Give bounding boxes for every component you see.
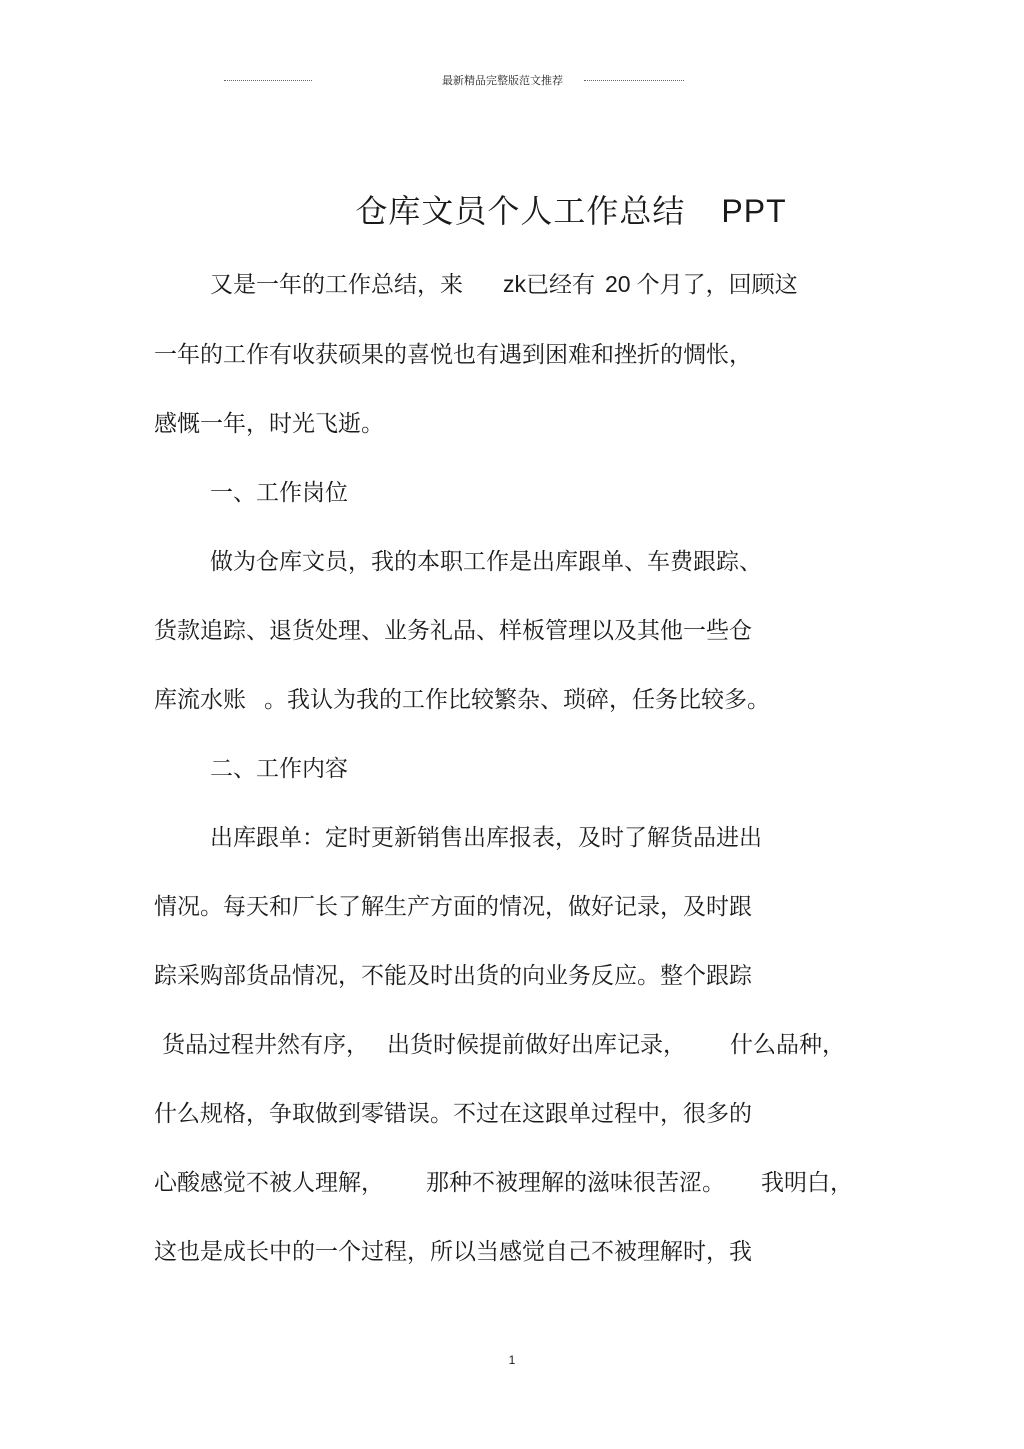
text-run: 又是一年的工作总结，来: [210, 272, 463, 298]
text-run: 库流水账: [154, 687, 246, 713]
text-run: 。我认为我的工作比较繁杂、琐碎，任务比较多。: [264, 687, 770, 713]
title-suffix: PPT: [721, 193, 787, 229]
title-main: 仓库文员个人工作总结: [355, 192, 686, 230]
paragraph-3-line-2: 情况。每天和厂长了解生产方面的情况，做好记录，及时跟: [154, 894, 752, 920]
paragraph-1-line-2: 一年的工作有收获硕果的喜悦也有遇到困难和挫折的惆怅，: [154, 342, 752, 368]
paragraph-3-line-1: 出库跟单：定时更新销售出库报表，及时了解货品进出: [210, 825, 762, 851]
header-text: 最新精品完整版范文推荐: [442, 74, 563, 87]
paragraph-1-line-3: 感慨一年，时光飞逝。: [154, 411, 384, 437]
text-run: 心酸感觉不被人理解，: [154, 1170, 384, 1196]
text-run: 个月了，回顾这: [636, 272, 798, 298]
paragraph-2-line-3: [154, 681, 770, 714]
document-title: [0, 186, 1024, 232]
text-run: 我明白，: [761, 1170, 853, 1196]
text-run: 什么品种，: [730, 1032, 845, 1058]
paragraph-3-line-7: 这也是成长中的一个过程，所以当感觉自己不被理解时，我: [154, 1239, 752, 1265]
text-run: 货品过程井然有序，: [162, 1032, 369, 1058]
paragraph-3-line-4: [162, 1026, 845, 1059]
page-number: 1: [508, 1353, 516, 1367]
text-run: 那种不被理解的滋味很苦涩。: [426, 1170, 725, 1196]
header-rule-right: [584, 80, 684, 81]
paragraph-3-line-6: [154, 1164, 853, 1197]
paragraph-2-line-1: 做为仓库文员，我的本职工作是出库跟单、车费跟踪、: [210, 549, 762, 575]
page-header: [224, 72, 684, 88]
paragraph-1-line-1: [210, 266, 798, 299]
text-run: 已经有: [526, 272, 595, 298]
text-run: 出货时候提前做好出库记录，: [387, 1032, 686, 1058]
text-run: 20: [605, 271, 631, 297]
text-run: zk: [503, 271, 526, 297]
paragraph-3-line-5: 什么规格，争取做到零错误。不过在这跟单过程中，很多的: [154, 1101, 752, 1127]
paragraph-2-line-2: 货款追踪、退货处理、业务礼品、样板管理以及其他一些仓: [154, 618, 752, 644]
paragraph-3-line-3: 踪采购部货品情况，不能及时出货的向业务反应。整个跟踪: [154, 963, 752, 989]
header-rule-left: [224, 80, 312, 81]
section-heading-2: 二、工作内容: [210, 756, 348, 782]
section-heading-1: 一、工作岗位: [210, 480, 348, 506]
